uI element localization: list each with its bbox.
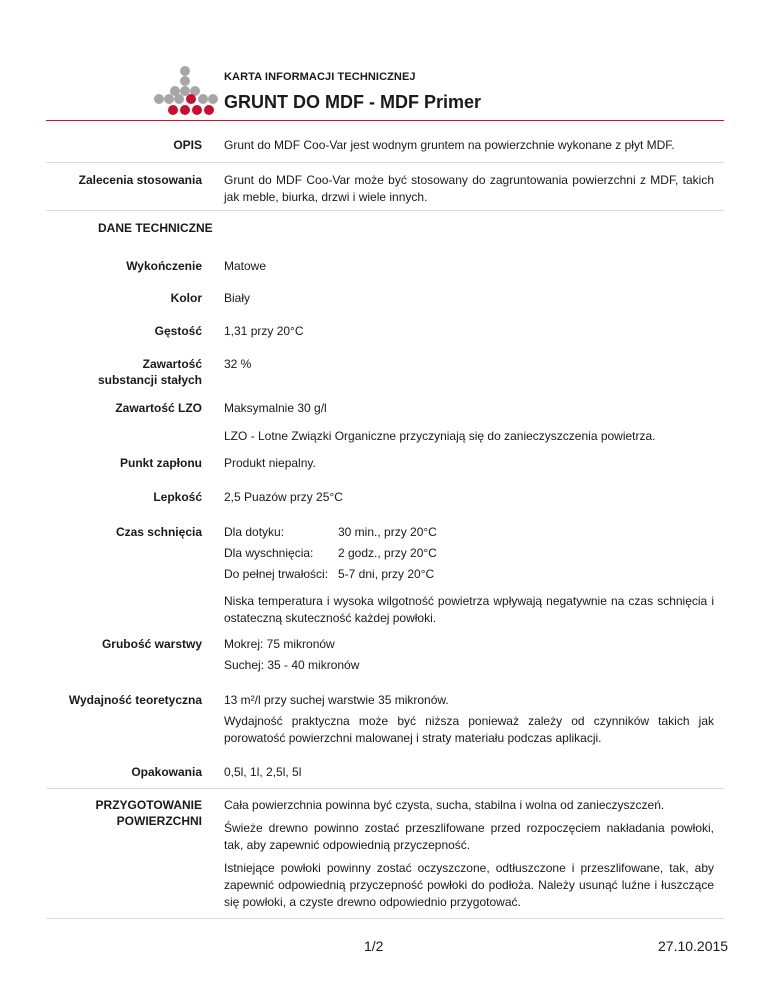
wykonczenie-label: Wykończenie <box>126 259 202 273</box>
punkt-zaplonu-value: Produkt niepalny. <box>224 456 316 470</box>
zalecenia-label: Zalecenia stosowania <box>78 173 202 187</box>
opis-label: OPIS <box>173 138 202 152</box>
lepkosc-value: 2,5 Puazów przy 25°C <box>224 490 343 504</box>
schniecie-row-value: 30 min., przy 20°C <box>338 525 437 539</box>
grubosc-mokrej: Mokrej: 75 mikronów <box>224 637 335 651</box>
schniecie-row-value: 2 godz., przy 20°C <box>338 546 437 560</box>
schniecie-row-value: 5-7 dni, przy 20°C <box>338 567 435 581</box>
logo-dot <box>180 66 190 76</box>
logo-dot <box>174 94 184 104</box>
divider <box>46 918 724 919</box>
kolor-value: Biały <box>224 291 251 305</box>
logo-dot <box>208 94 218 104</box>
zawartosc-stalych-label-line2: substancji stałych <box>97 373 202 387</box>
przygotowanie-p2: Świeże drewno powinno zostać przeszlifowane przed rozpoczęciem nakładania powłoki, tak, aby zapewnić odpowiednią przyczepność. <box>224 821 714 852</box>
document-type: KARTA INFORMACJI TECHNICZNEJ <box>224 71 416 83</box>
zawartosc-stalych-value: 32 % <box>224 357 252 371</box>
document-date: 27.10.2015 <box>658 938 729 954</box>
wykonczenie-value: Matowe <box>224 259 267 273</box>
schniecie-note: Niska temperatura i wysoka wilgotność powietrza wpływają negatywnie na czas schnięcia i ostateczną skuteczność każdej powłoki. <box>224 594 714 625</box>
logo-dot <box>204 105 214 115</box>
wydajnosc-note: Wydajność praktyczna może być niższa ponieważ zależy od czynników takich jak porowatość powierzchni malowanej i straty materiału podczas aplikacji. <box>224 714 714 745</box>
lzo-label: Zawartość LZO <box>115 401 202 415</box>
grubosc-suchej: Suchej: 35 - 40 mikronów <box>224 658 360 672</box>
zalecenia-text: Grunt do MDF Coo-Var może być stosowany do zagruntowania powierzchni z MDF, takich jak meble, biurka, drzwi i wiele innych. <box>224 173 714 204</box>
page-number: 1/2 <box>364 938 384 954</box>
logo-dot <box>198 94 208 104</box>
kolor-label: Kolor <box>170 291 202 305</box>
lzo-value: Maksymalnie 30 g/l <box>224 401 327 415</box>
przygotowanie-label-line2: POWIERZCHNI <box>116 814 202 828</box>
zawartosc-stalych-label-line1: Zawartość <box>142 357 202 371</box>
logo-dot <box>164 94 174 104</box>
page-title: GRUNT DO MDF - MDF Primer <box>224 92 482 112</box>
logo-dot <box>192 105 202 115</box>
gestosc-value: 1,31 przy 20°C <box>224 324 304 338</box>
divider <box>46 162 724 163</box>
opis-text: Grunt do MDF Coo-Var jest wodnym gruntem na powierzchnie wykonane z płyt MDF. <box>224 138 675 152</box>
przygotowanie-label <box>96 797 202 829</box>
logo-dot <box>154 94 164 104</box>
wydajnosc-value: 13 m²/l przy suchej warstwie 35 mikronów. <box>224 693 449 707</box>
gestosc-label: Gęstość <box>154 324 202 338</box>
logo-dot <box>180 76 190 86</box>
lepkosc-label: Lepkość <box>153 490 202 504</box>
wydajnosc-label: Wydajność teoretyczna <box>68 693 202 707</box>
lzo-note: LZO - Lotne Związki Organiczne przyczyniają się do zanieczyszczenia powietrza. <box>224 429 656 443</box>
divider <box>46 788 724 789</box>
company-logo <box>150 66 220 116</box>
schniecie-row-name: Do pełnej trwałości: <box>224 567 329 581</box>
zawartosc-stalych-label <box>98 356 202 388</box>
schniecie-row-name: Dla wyschnięcia: <box>224 546 314 560</box>
opakowania-value: 0,5l, 1l, 2,5l, 5l <box>224 765 302 779</box>
logo-dot <box>168 105 178 115</box>
logo-dot <box>180 105 190 115</box>
punkt-zaplonu-label: Punkt zapłonu <box>120 456 202 470</box>
grubosc-warstwy-label: Grubość warstwy <box>101 637 202 651</box>
przygotowanie-p1: Cała powierzchnia powinna być czysta, sucha, stabilna i wolna od zanieczyszczeń. <box>224 798 665 812</box>
opakowania-label: Opakowania <box>131 765 202 779</box>
dane-techniczne-heading: DANE TECHNICZNE <box>98 221 213 235</box>
przygotowanie-label-line1: PRZYGOTOWANIE <box>95 798 202 812</box>
przygotowanie-p3: Istniejące powłoki powinny zostać oczyszczone, odtłuszczone i przeszlifowane, tak, aby zapewnić odpowiednią przyczepność powłoki do podłoża. Należy usunąć luźne i łuszczące się powłoki, a czyste drewno odpowiednio przygotować. <box>224 861 714 909</box>
logo-dot <box>186 94 196 104</box>
header-divider <box>46 120 724 121</box>
czas-schniecia-label: Czas schnięcia <box>115 525 202 539</box>
schniecie-row-name: Dla dotyku: <box>224 525 285 539</box>
divider <box>46 210 724 211</box>
